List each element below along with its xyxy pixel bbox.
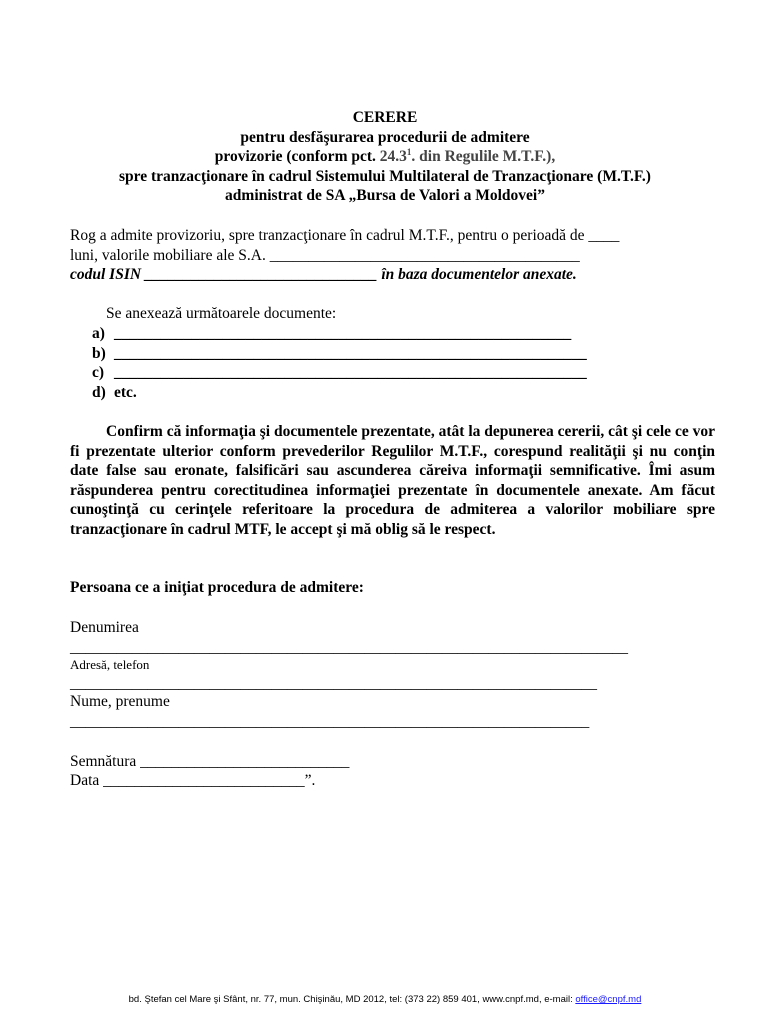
list-item: a) ___________________________________________________________ (92, 325, 572, 342)
denumirea-label: Denumirea (70, 619, 139, 636)
initiator-heading: Persoana ce a iniţiat procedura de admitere: (70, 579, 364, 596)
adresa-line: ____________________________________________________________________ (70, 675, 597, 692)
document-title: CERERE (352, 109, 418, 126)
isin-field: codul ISIN ______________________________ (70, 266, 378, 283)
page-footer (0, 994, 770, 1005)
list-item: c) _____________________________________________________________ (92, 364, 587, 381)
adresa-label: Adresă, telefon (70, 657, 150, 672)
header-line-2: pentru desfăşurarea procedurii de admitere (240, 128, 530, 146)
request-paragraph (70, 226, 720, 285)
header-line-3: provizorie (conform pct. 24.3$^1$. din Regulile M.T.F.), (214, 146, 556, 165)
request-line-2: luni, valorile mobiliare ale S.A. ________________________________________ (70, 246, 580, 264)
request-line-1: Rog a admite provizoriu, spre tranzacţionare în cadrul M.T.F., pentru o perioadă de ____ (70, 227, 620, 244)
list-item: d) etc. (92, 383, 137, 401)
date-field: Data __________________________”. (70, 772, 316, 789)
list-item: b) _____________________________________________________________ (92, 344, 587, 362)
header-line-5: administrat de SA „Bursa de Valori a Moldovei” (225, 187, 545, 204)
annex-intro: Se anexează următoarele documente: (106, 305, 337, 322)
annex-list (92, 324, 692, 402)
nume-label: Nume, prenume (70, 693, 170, 710)
footer-email-link[interactable]: office@cnpf.md (575, 994, 642, 1005)
isin-tail: în baza documentelor anexate. (377, 266, 577, 283)
header-line-4: spre tranzacţionare în cadrul Sistemului Multilateral de Tranzacţionare (M.T.F.) (119, 167, 651, 185)
confirmation-paragraph: Confirm că informaţia şi documentele prezentate, atât la depunerea cererii, cât şi cele ce vor fi prezentate ulterior conform prevederilor Regulilor M.T.F., corespund realităţii şi nu conţin date false sau eronate, falsificări sau ascunderea căreiva informaţii semnificative. Îmi asum răspunderea pentru corectitudinea informaţiei prezentate în documentele anexate. Am făcut cunoştinţă cu cerinţele referitoare la procedura de admiterea a valorilor mobiliare spre tranzacţionare în cadrul MTF, le accept şi mă oblig să le respect. (70, 423, 715, 538)
document-header (40, 108, 730, 206)
footer-address: bd. Ştefan cel Mare şi Sfânt, nr. 77, mun. Chişinău, MD 2012, tel: (373 22) 859 401, www.cnpf.md, e-mail: (128, 994, 576, 1005)
nume-line: ___________________________________________________________________ (70, 713, 590, 730)
request-line-isin (70, 265, 720, 285)
denumirea-line: ________________________________________________________________________ (70, 639, 628, 656)
signature-field: Semnătura ___________________________ (70, 753, 350, 770)
